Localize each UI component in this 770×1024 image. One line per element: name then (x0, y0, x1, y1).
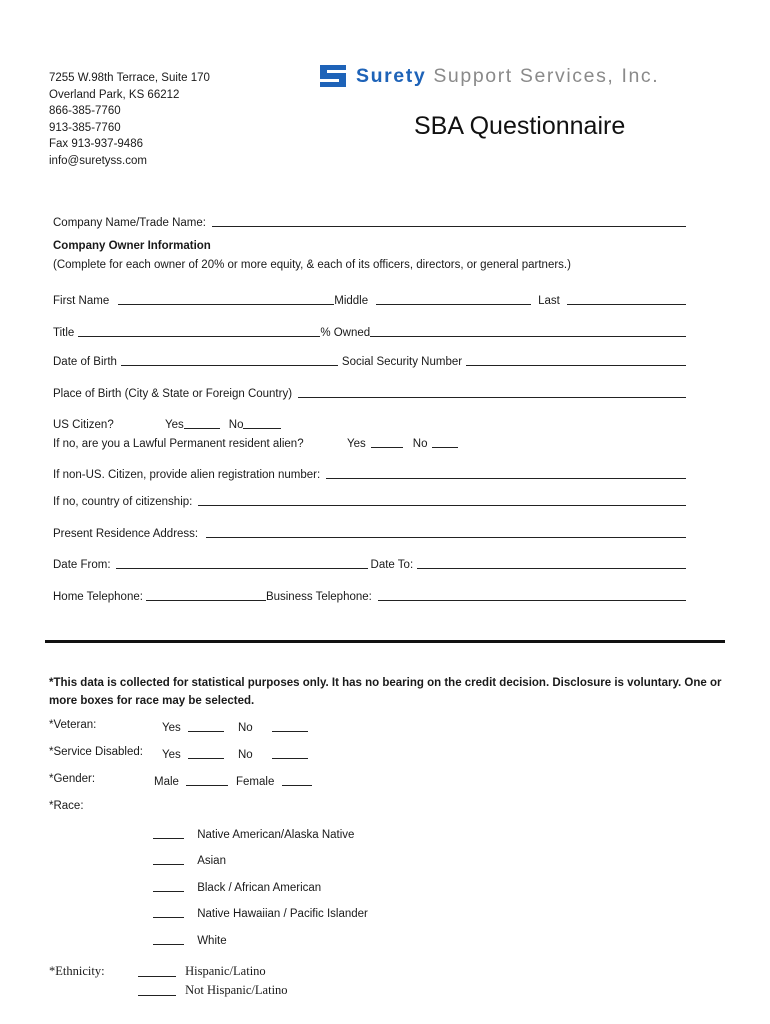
email-line: info@suretyss.com (49, 154, 147, 167)
company-name-row (53, 211, 686, 229)
resident-no-label: No (412, 438, 428, 450)
ethnicity-checkbox[interactable] (138, 964, 176, 977)
ethnicity-option (138, 964, 266, 979)
home-phone-label: Home Telephone: (53, 591, 143, 603)
company-name-label: Company Name/Trade Name: (53, 217, 206, 229)
alien-registration-label: If non-US. Citizen, provide alien registration number: (53, 469, 321, 481)
ethnicity-option-label: Not Hispanic/Latino (185, 983, 288, 997)
telephone-row (53, 585, 686, 603)
owner-info-heading: Company Owner Information (53, 240, 211, 252)
veteran-yes-field[interactable] (188, 719, 224, 732)
service-disabled-label: *Service Disabled: (49, 746, 143, 758)
us-citizen-yes-field[interactable] (184, 415, 220, 429)
company-logo (318, 62, 659, 90)
service-disabled-no-field[interactable] (272, 746, 308, 759)
date-from-label: Date From: (53, 559, 111, 571)
business-phone-label: Business Telephone: (265, 591, 372, 603)
gender-male-field[interactable] (186, 773, 228, 786)
company-name-field[interactable] (212, 213, 686, 227)
date-to-label: Date To: (370, 559, 414, 571)
gender-female-field[interactable] (282, 773, 312, 786)
phone-line: 866-385-7760 (49, 105, 121, 118)
owned-label: % Owned (320, 327, 371, 339)
race-option (153, 852, 226, 867)
fax-line: Fax 913-937-9486 (49, 138, 143, 151)
gender-male-label: Male (154, 776, 179, 788)
title-row (53, 321, 686, 339)
race-checkbox[interactable] (153, 826, 184, 839)
veteran-label: *Veteran: (49, 719, 97, 731)
alien-registration-field[interactable] (326, 465, 686, 479)
ssn-label: Social Security Number (341, 356, 463, 368)
country-citizenship-row (53, 490, 686, 508)
document-title: SBA Questionnaire (414, 112, 626, 140)
logo-company-suffix: Support Services, Inc. (433, 64, 660, 87)
date-to-field[interactable] (417, 555, 686, 569)
us-citizen-no-field[interactable] (243, 415, 281, 429)
race-checkbox[interactable] (153, 905, 184, 918)
phone-line: 913-385-7760 (49, 121, 121, 134)
race-checkbox[interactable] (153, 879, 184, 892)
race-label: *Race: (49, 800, 84, 812)
first-name-label: First Name (53, 295, 110, 307)
veteran-no-label: No (238, 722, 253, 734)
us-citizen-row (53, 413, 281, 431)
ssn-field[interactable] (466, 352, 686, 366)
us-citizen-label: US Citizen? (53, 419, 114, 431)
ethnicity-label: *Ethnicity: (49, 964, 105, 978)
owner-info-instructions: (Complete for each owner of 20% or more equity, & each of its officers, directors, or general partners.) (53, 259, 571, 271)
dob-field[interactable] (121, 352, 338, 366)
title-label: Title (53, 327, 75, 339)
veteran-no-field[interactable] (272, 719, 308, 732)
s-brand-icon (318, 63, 348, 89)
race-option (153, 879, 321, 894)
race-option-label: Black / African American (197, 882, 322, 894)
ethnicity-checkbox[interactable] (138, 983, 176, 996)
permanent-resident-label: If no, are you a Lawful Permanent resident alien? (53, 438, 304, 450)
present-address-row (53, 522, 686, 540)
resident-yes-label: Yes (347, 438, 366, 450)
resident-yes-field[interactable] (371, 434, 403, 448)
place-of-birth-field[interactable] (298, 384, 686, 398)
us-citizen-no-label: No (228, 419, 244, 431)
name-row (53, 289, 686, 307)
section-divider (45, 640, 725, 643)
race-option (153, 932, 227, 947)
service-disabled-yes-label: Yes (162, 749, 181, 761)
service-disabled-no-label: No (238, 749, 253, 761)
last-name-field[interactable] (567, 291, 686, 305)
veteran-yes-label: Yes (162, 722, 181, 734)
company-address (49, 70, 210, 170)
ethnicity-option-label: Hispanic/Latino (185, 964, 266, 978)
address-line: Overland Park, KS 66212 (49, 88, 180, 101)
race-option (153, 905, 368, 920)
country-citizenship-field[interactable] (198, 492, 686, 506)
gender-label: *Gender: (49, 773, 96, 785)
middle-name-label: Middle (334, 295, 369, 307)
gender-female-label: Female (236, 776, 275, 788)
race-option-label: Asian (197, 855, 226, 867)
middle-name-field[interactable] (376, 291, 531, 305)
dob-row (53, 350, 686, 368)
first-name-field[interactable] (118, 291, 334, 305)
race-checkbox[interactable] (153, 852, 184, 865)
race-option (153, 826, 354, 841)
date-from-field[interactable] (116, 555, 368, 569)
country-citizenship-label: If no, country of citizenship: (53, 496, 193, 508)
race-option-label: Native Hawaiian / Pacific Islander (197, 908, 368, 920)
title-field[interactable] (78, 323, 320, 337)
place-of-birth-row (53, 382, 686, 400)
voluntary-disclosure-notice: *This data is collected for statistical purposes only. It has no bearing on the credit decision. Disclosure is voluntary. One or more boxes for race may be selected. (49, 677, 722, 707)
last-name-label: Last (538, 295, 560, 307)
address-line: 7255 W.98th Terrace, Suite 170 (49, 72, 210, 84)
race-option-label: Native American/Alaska Native (197, 829, 355, 841)
us-citizen-yes-label: Yes (165, 419, 184, 431)
race-option-label: White (197, 935, 227, 947)
present-address-field[interactable] (206, 524, 686, 538)
present-address-label: Present Residence Address: (53, 528, 199, 540)
race-checkbox[interactable] (153, 932, 184, 945)
service-disabled-yes-field[interactable] (188, 746, 224, 759)
alien-registration-row (53, 463, 686, 481)
owned-field[interactable] (370, 323, 686, 337)
ethnicity-option (138, 983, 288, 998)
residence-dates-row (53, 553, 686, 571)
resident-no-field[interactable] (432, 434, 458, 448)
business-phone-field[interactable] (378, 587, 686, 601)
home-phone-field[interactable] (146, 587, 266, 601)
place-of-birth-label: Place of Birth (City & State or Foreign Country) (53, 388, 293, 400)
dob-label: Date of Birth (53, 356, 117, 368)
logo-brand-name: Surety (356, 64, 427, 87)
permanent-resident-row (53, 432, 458, 450)
